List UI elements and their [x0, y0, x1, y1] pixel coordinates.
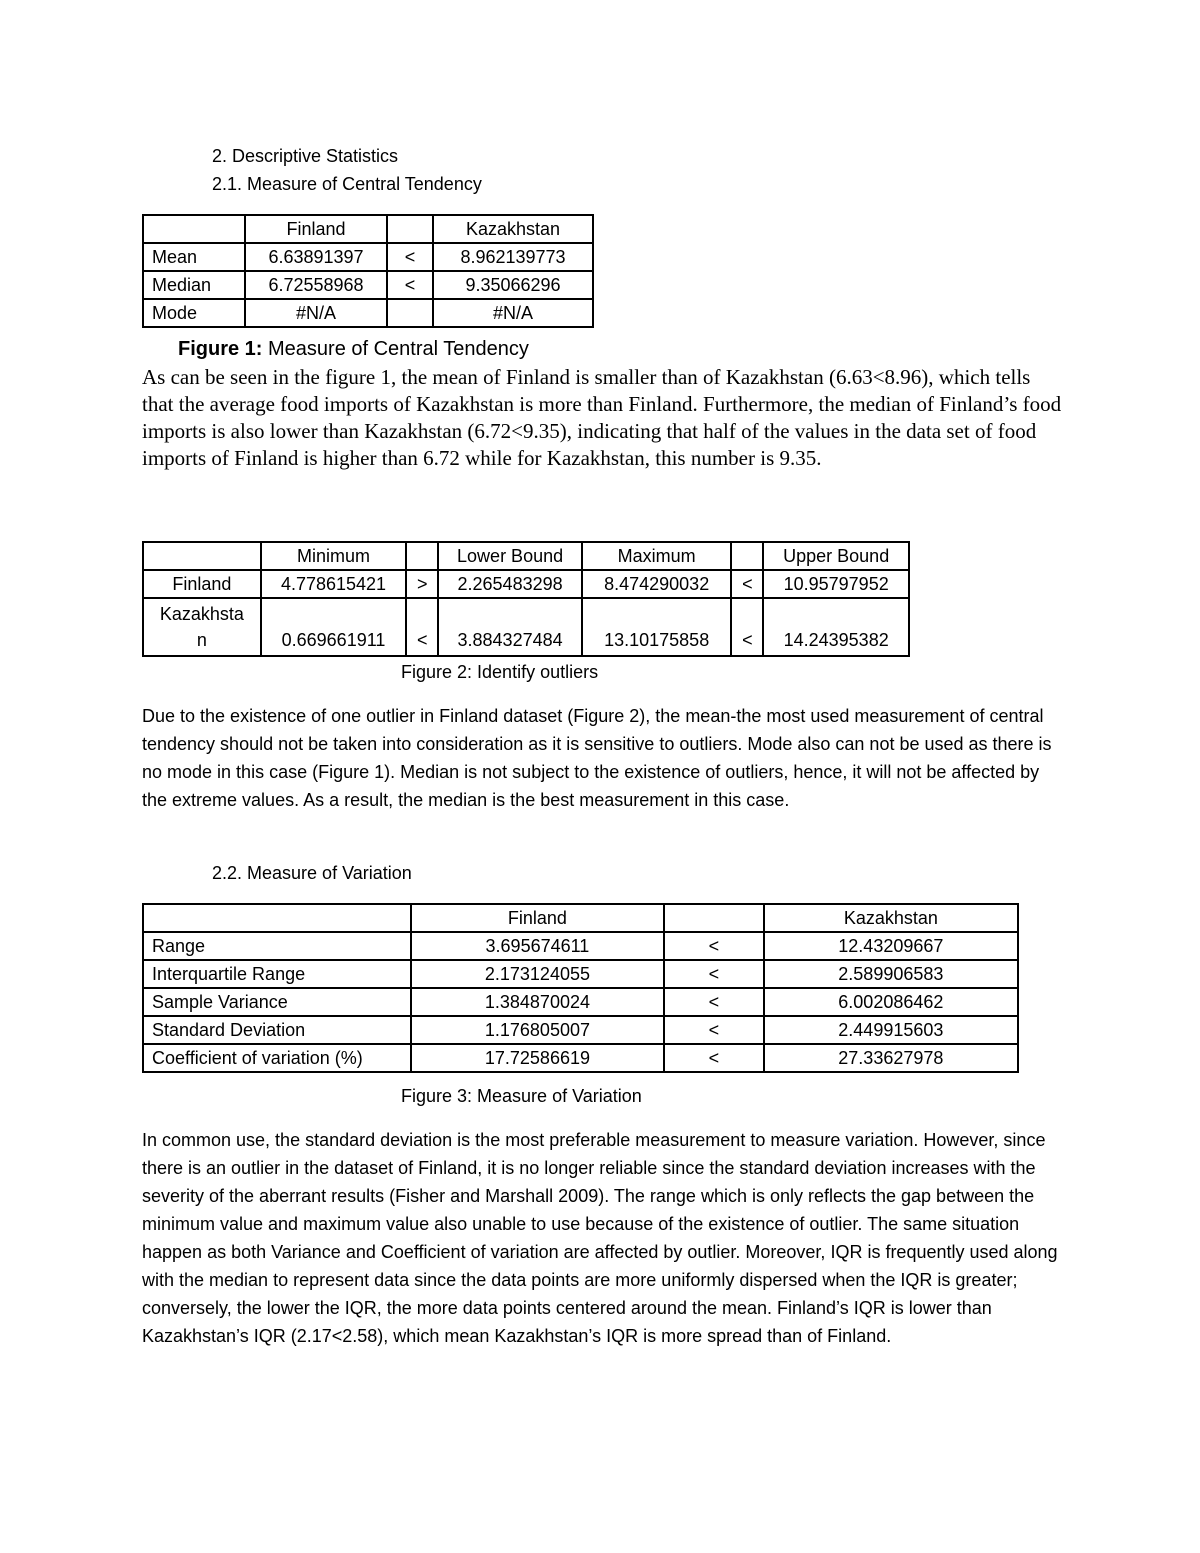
table-cell: Mode — [143, 299, 245, 327]
variation-table — [142, 903, 1019, 1073]
table-cell: Standard Deviation — [143, 1016, 411, 1044]
table-row — [143, 299, 593, 327]
table-cell: 8.474290032 — [582, 570, 732, 598]
subsection-heading-variation: 2.2. Measure of Variation — [212, 863, 412, 883]
table-cell: Minimum — [261, 542, 407, 570]
table-cell: 3.695674611 — [411, 932, 664, 960]
table-cell: < — [664, 932, 764, 960]
paragraph-variation — [142, 1126, 1060, 1350]
table-cell: > — [406, 570, 438, 598]
table-cell: 1.176805007 — [411, 1016, 664, 1044]
table-cell: < — [664, 1044, 764, 1072]
table-cell: Mean — [143, 243, 245, 271]
table-cell: Lower Bound — [438, 542, 582, 570]
table-cell: #N/A — [245, 299, 387, 327]
table-cell: 27.33627978 — [764, 1044, 1018, 1072]
table-header-row — [143, 542, 909, 570]
table-cell: Median — [143, 271, 245, 299]
table-row — [143, 271, 593, 299]
table-cell: Finland — [411, 904, 664, 932]
table-cell: < — [664, 988, 764, 1016]
table-row — [143, 243, 593, 271]
table-row — [143, 1044, 1018, 1072]
central-tendency-table — [142, 214, 594, 328]
table-cell: < — [664, 960, 764, 988]
table-row — [143, 988, 1018, 1016]
table-cell: Range — [143, 932, 411, 960]
table-cell: < — [731, 598, 763, 656]
table-cell: Sample Variance — [143, 988, 411, 1016]
paragraph-outliers — [142, 702, 1054, 814]
row-label-line: n — [196, 630, 207, 650]
table-cell: Finland — [245, 215, 387, 243]
table-cell: < — [387, 243, 433, 271]
table-cell — [664, 904, 764, 932]
table-cell: 2.449915603 — [764, 1016, 1018, 1044]
table-cell: 2.265483298 — [438, 570, 582, 598]
table-cell: Finland — [143, 570, 261, 598]
table-cell — [387, 299, 433, 327]
figure3-caption: Figure 3: Measure of Variation — [401, 1086, 642, 1106]
subsection-heading-central-tendency: 2.1. Measure of Central Tendency — [212, 174, 482, 194]
table-cell — [406, 542, 438, 570]
row-label-line: Kazakhsta — [159, 604, 244, 624]
table-cell: 12.43209667 — [764, 932, 1018, 960]
table-cell: 10.95797952 — [763, 570, 909, 598]
table-cell: Upper Bound — [763, 542, 909, 570]
table-cell: Kazakhstan — [433, 215, 593, 243]
table-cell: 6.63891397 — [245, 243, 387, 271]
table-cell — [143, 598, 261, 656]
table-cell: 8.962139773 — [433, 243, 593, 271]
table-cell: < — [664, 1016, 764, 1044]
section-heading: 2. Descriptive Statistics — [212, 146, 399, 166]
figure1-caption-label: Figure 1: — [178, 338, 263, 360]
table-row — [143, 932, 1018, 960]
paragraph-central-tendency — [142, 364, 1064, 472]
table-cell: Interquartile Range — [143, 960, 411, 988]
table-header-row — [143, 904, 1018, 932]
figure1-caption — [178, 336, 529, 362]
table-cell: < — [731, 570, 763, 598]
figure1-caption-text: Measure of Central Tendency — [262, 338, 529, 360]
table-cell: < — [387, 271, 433, 299]
paragraph-text: As can be seen in the figure 1, the mean of Finland is smaller than of Kazakhstan (6.63<8.96), which tells that the average food imports of Kazakhstan is more than Finland. Furthermore, the median of Finland’s food imports is also lower than Kazakhstan (6.72<9.35), indicating that half of the values in the data set of food imports of Finland is higher than 6.72 while for Kazakhstan, this number is 9.35. — [142, 365, 1062, 470]
table-cell: 14.24395382 — [763, 598, 909, 656]
table-cell: 2.589906583 — [764, 960, 1018, 988]
table-row — [143, 598, 909, 656]
table-cell: < — [406, 598, 438, 656]
table-cell: 9.35066296 — [433, 271, 593, 299]
table-cell: 13.10175858 — [582, 598, 732, 656]
table-row — [143, 960, 1018, 988]
paragraph-text: In common use, the standard deviation is the most preferable measurement to measure variation. However, since there is an outlier in the dataset of Finland, it is no longer reliable since the standard deviation increases with the severity of the aberrant results (Fisher and Marshall 2009). The range which is only reflects the gap between the minimum value and maximum value also unable to use because of the existence of outlier. The same situation happen as both Variance and Coefficient of variation are affected by outlier. Moreover, IQR is frequently used along with the median to represent data since the data points are more uniformly dispersed when the IQR is greater; conversely, the lower the IQR, the more data points centered around the mean. Finland’s IQR is lower than Kazakhstan’s IQR (2.17<2.58), which mean Kazakhstan’s IQR is more spread than of Finland. — [142, 1130, 1058, 1346]
table-cell — [143, 904, 411, 932]
table-cell — [143, 542, 261, 570]
table-cell: 4.778615421 — [261, 570, 407, 598]
table-cell: Maximum — [582, 542, 732, 570]
table-row — [143, 1016, 1018, 1044]
table-cell — [387, 215, 433, 243]
table-cell: Kazakhstan — [764, 904, 1018, 932]
table-cell — [143, 215, 245, 243]
table-cell: 0.669661911 — [261, 598, 407, 656]
table-cell: #N/A — [433, 299, 593, 327]
table-cell: 6.72558968 — [245, 271, 387, 299]
table-cell: 3.884327484 — [438, 598, 582, 656]
table-cell: 17.72586619 — [411, 1044, 664, 1072]
table-cell: 1.384870024 — [411, 988, 664, 1016]
table-row — [143, 570, 909, 598]
outliers-table — [142, 541, 910, 657]
table-cell: 6.002086462 — [764, 988, 1018, 1016]
table-cell: 2.173124055 — [411, 960, 664, 988]
table-cell: Coefficient of variation (%) — [143, 1044, 411, 1072]
figure2-caption: Figure 2: Identify outliers — [401, 662, 599, 682]
paragraph-text: Due to the existence of one outlier in Finland dataset (Figure 2), the mean-the most used measurement of central tendency should not be taken into consideration as it is sensitive to outliers. Mode also can not be used as there is no mode in this case (Figure 1). Median is not subject to the existence of outliers, hence, it will not be affected by the extreme values. As a result, the median is the best measurement in this case. — [142, 706, 1052, 810]
table-cell — [731, 542, 763, 570]
table-header-row — [143, 215, 593, 243]
